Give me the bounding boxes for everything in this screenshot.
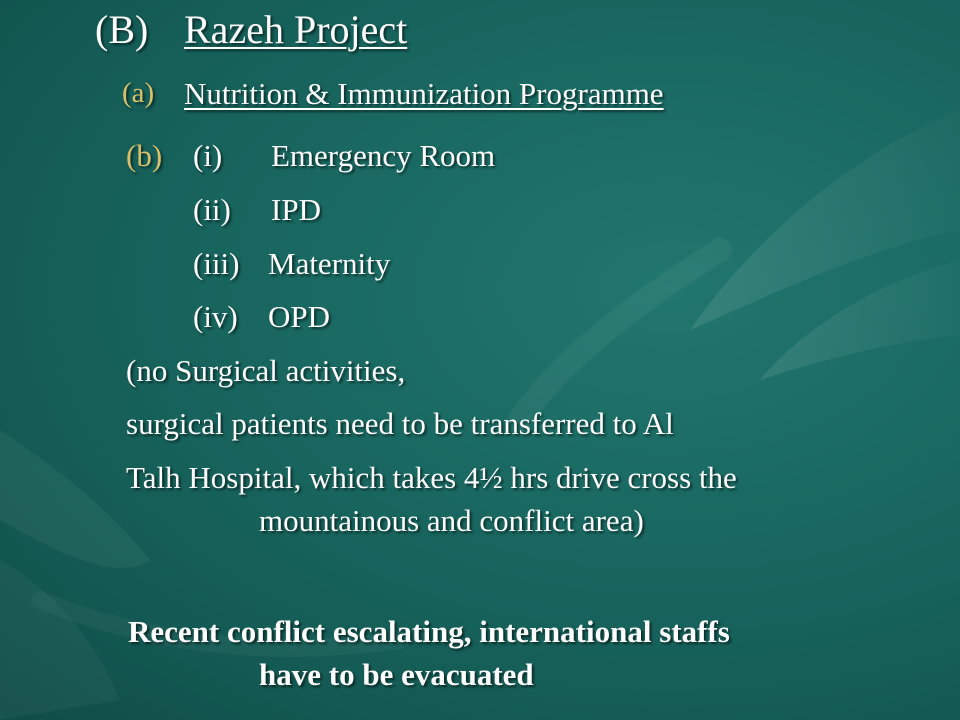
sub-b-marker: (b) <box>126 138 163 173</box>
list-item-marker: (i) <box>193 138 223 173</box>
note-line: Talh Hospital, which takes 4½ hrs drive cross the <box>126 460 737 495</box>
list-item-opd: OPD <box>268 299 331 334</box>
list-item-emergency-room: Emergency Room <box>271 138 496 173</box>
list-item-ipd: IPD <box>271 192 321 227</box>
note-line: mountainous and conflict area) <box>259 503 644 538</box>
list-item-maternity: Maternity <box>268 246 391 281</box>
page-title: Razeh Project <box>184 7 408 52</box>
sub-a-marker: (a) <box>122 77 155 109</box>
note-line: surgical patients need to be transferred to Al <box>126 406 674 441</box>
heading-marker: (B) <box>95 7 149 52</box>
note-line: (no Surgical activities, <box>126 353 406 388</box>
conclusion-line: Recent conflict escalating, international staffs <box>128 614 730 649</box>
list-item-marker: (iv) <box>193 299 238 334</box>
conclusion-line: have to be evacuated <box>259 657 534 692</box>
sub-a-heading: Nutrition & Immunization Programme <box>184 76 664 111</box>
list-item-marker: (iii) <box>193 246 240 281</box>
list-item-marker: (ii) <box>193 192 231 227</box>
